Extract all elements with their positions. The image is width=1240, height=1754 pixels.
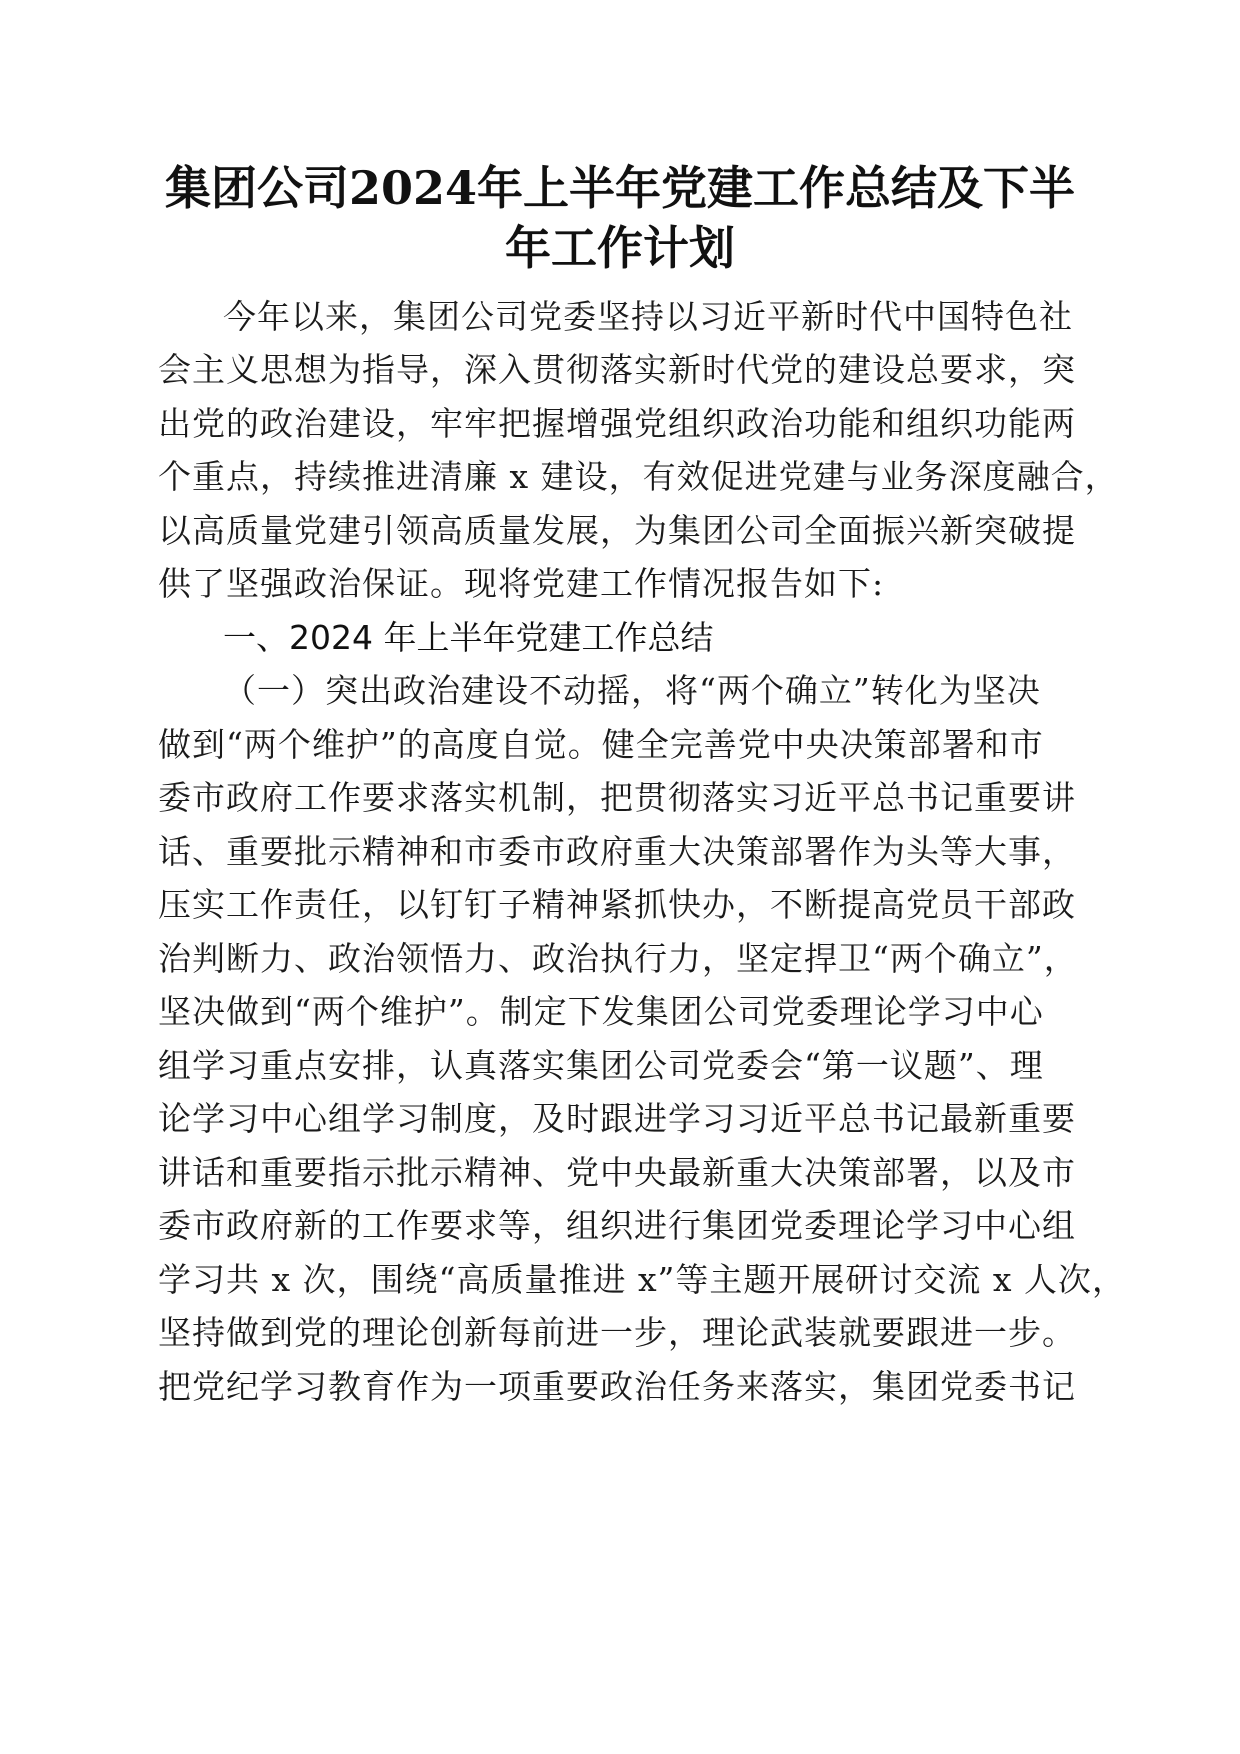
intro-paragraph-line: 个重点，持续推进清廉 x 建设，有效促进党建与业务深度融合， — [158, 457, 1119, 496]
intro-paragraph-line: 今年以来，集团公司党委坚持以习近平新时代中国特色社 — [223, 297, 1073, 336]
body-paragraph-line: 压实工作责任，以钉钉子精神紧抓快办，不断提高党员干部政 — [158, 885, 1076, 924]
body-paragraph-line: 委市政府新的工作要求等，组织进行集团党委理论学习中心组 — [158, 1206, 1076, 1245]
intro-paragraph-line: 以高质量党建引领高质量发展，为集团公司全面振兴新突破提 — [158, 511, 1076, 550]
body-paragraph-line: 坚决做到“两个维护”。制定下发集团公司党委理论学习中心 — [158, 992, 1044, 1031]
intro-paragraph-line: 出党的政治建设，牢牢把握增强党组织政治功能和组织功能两 — [158, 404, 1076, 443]
body-paragraph-line: 坚持做到党的理论创新每前进一步，理论武装就要跟进一步。 — [158, 1313, 1076, 1352]
body-paragraph-line: 论学习中心组学习制度，及时跟进学习习近平总书记最新重要 — [158, 1099, 1076, 1138]
body-paragraph-line: 组学习重点安排，认真落实集团公司党委会“第一议题”、理 — [158, 1046, 1044, 1085]
body-paragraph-line: 讲话和重要指示批示精神、党中央最新重大决策部署，以及市 — [158, 1153, 1076, 1192]
body-paragraph-line: 把党纪学习教育作为一项重要政治任务来落实，集团党委书记 — [158, 1367, 1076, 1406]
body-paragraph-line: 委市政府工作要求落实机制，把贯彻落实习近平总书记重要讲 — [158, 778, 1076, 817]
document-title-line-1: 集团公司2024年上半年党建工作总结及下半 — [164, 161, 1076, 215]
section-heading: 一、2024 年上半年党建工作总结 — [223, 618, 714, 657]
document-title-line-2: 年工作计划 — [505, 221, 735, 275]
body-paragraph-line: （一）突出政治建设不动摇，将“两个确立”转化为坚决 — [223, 671, 1041, 710]
intro-paragraph-line: 会主义思想为指导，深入贯彻落实新时代党的建设总要求，突 — [158, 350, 1076, 389]
body-paragraph-line: 学习共 x 次，围绕“高质量推进 x”等主题开展研讨交流 x 人次， — [158, 1260, 1127, 1299]
intro-paragraph-line: 供了坚强政治保证。现将党建工作情况报告如下: — [158, 564, 885, 603]
body-paragraph-line: 话、重要批示精神和市委市政府重大决策部署作为头等大事， — [158, 832, 1076, 871]
body-paragraph-line: 做到“两个维护”的高度自觉。健全完善党中央决策部署和市 — [158, 725, 1044, 764]
body-paragraph-line: 治判断力、政治领悟力、政治执行力，坚定捍卫“两个确立”， — [158, 939, 1078, 978]
